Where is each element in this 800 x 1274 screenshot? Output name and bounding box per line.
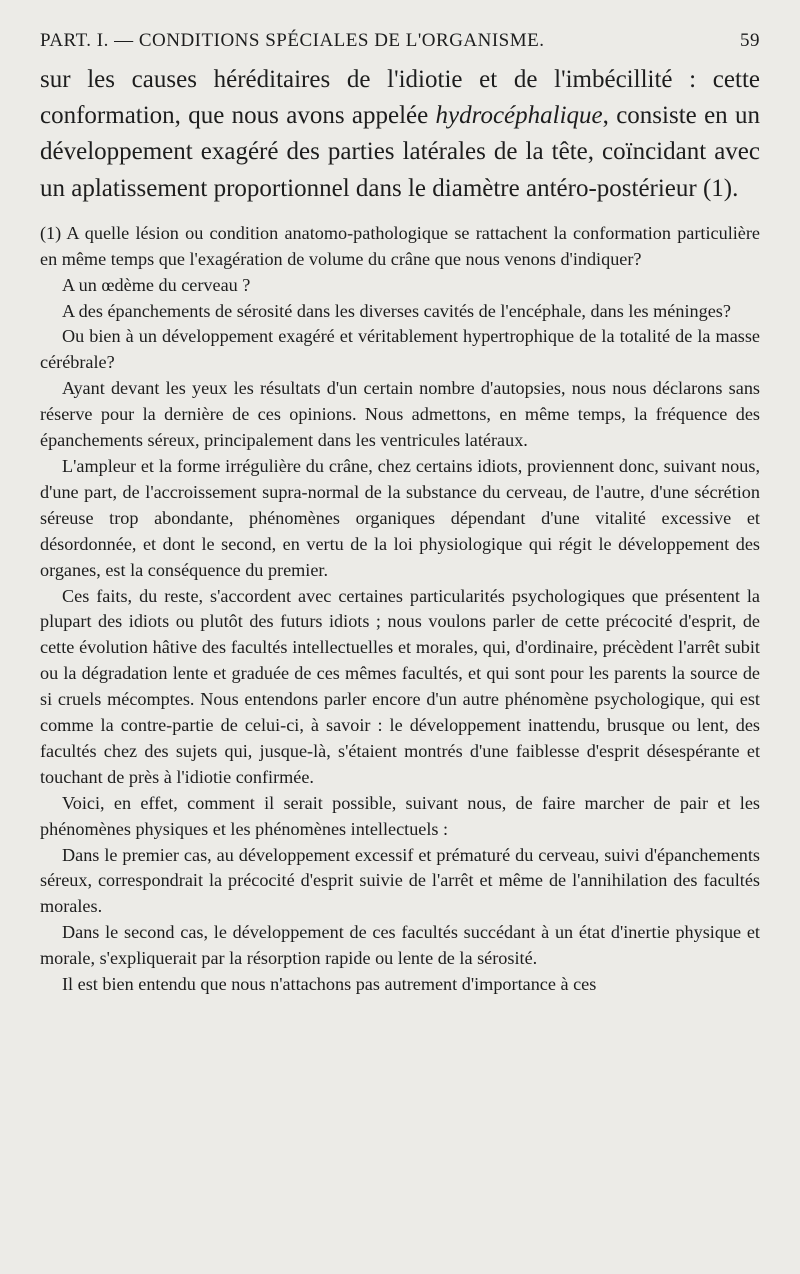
running-header <box>40 30 760 56</box>
footnote-paragraph: Ayant devant les yeux les résultats d'un certain nombre d'autopsies, nous nous déclarons sans réserve pour la dernière de ces opinions. Nous admettons, en même temps, la fréquence des épanchements séreux, principalement dans les ventricules latéraux. <box>40 378 760 451</box>
footnote-paragraph: Il est bien entendu que nous n'attachons pas autrement d'importance à ces <box>62 974 597 995</box>
footnote-paragraph: L'ampleur et la forme irrégulière du crâne, chez certains idiots, proviennent donc, suivant nous, d'une part, de l'accroissement supra-normal de la substance du cerveau, de l'autre, d'une sécrétion séreuse trop abondante, phénomènes organiques dépendant d'une vitalité excessive et désordonnée, et dont le second, en vertu de la loi physiologique qui régit le développement des organes, est la conséquence du premier. <box>40 455 760 580</box>
footnote-paragraph: Dans le second cas, le développement de ces facultés succédant à un état d'inertie physique et morale, s'expliquerait par la résorption rapide ou lente de la sérosité. <box>40 922 760 969</box>
footnote-paragraph: Voici, en effet, comment il serait possible, suivant nous, de faire marcher de pair et les phénomènes physiques et les phénomènes intellectuels : <box>40 792 760 839</box>
main-text-start: sur les causes héréditaires de l'idiotie et de l'imbécillité : cette conformation, que nous avons appelée <box>40 66 760 130</box>
footnote <box>40 221 760 998</box>
main-text-end: , consiste en un développement exagéré des parties latérales de la tête, coïncidant avec un aplatissement proportionnel dans le diamètre antéro-postérieur (1). <box>40 102 760 202</box>
footnote-paragraph: (1) A quelle lésion ou condition anatomo-pathologique se rattachent la conformation particulière en même temps que l'exagération de volume du crâne que nous venons d'indiquer? <box>40 222 760 269</box>
page-number: 59 <box>740 30 760 51</box>
footnote-paragraph: Ou bien à un développement exagéré et véritablement hypertrophique de la totalité de la masse cérébrale? <box>40 326 760 373</box>
footnote-paragraph: Ces faits, du reste, s'accordent avec certaines particularités psychologiques que présentent la plupart des idiots ou plutôt des futurs idiots ; nous voulons parler de cette précocité d'esprit, de cette évolution hâtive des facultés intellectuelles et morales, qui, d'ordinaire, précèdent l'arrêt subit ou la dégradation lente et graduée de ces mêmes facultés, et qui sont pour les parents la source de si cruels mécomptes. Nous entendons parler encore d'un autre phénomène psychologique, qui est comme la contre-partie de celui-ci, à savoir : le développement inattendu, brusque ou lent, des facultés chez des sujets qui, jusque-là, s'étaient montrés d'une faiblesse d'esprit désespérante et touchant de près à l'idiotie confirmée. <box>40 585 760 787</box>
main-text-paragraph <box>40 62 760 207</box>
book-page <box>40 30 760 998</box>
italic-term: hydrocéphalique <box>435 102 603 130</box>
footnote-paragraph: Dans le premier cas, au développement excessif et prématuré du cerveau, suivi d'épanchements séreux, correspondrait la précocité d'esprit suivie de l'arrêt et même de l'annihilation des facultés morales. <box>40 844 760 917</box>
running-title: PART. I. — CONDITIONS SPÉCIALES DE L'ORGANISME. <box>40 30 545 51</box>
footnote-paragraph: A des épanchements de sérosité dans les diverses cavités de l'encéphale, dans les méninges? <box>62 300 731 321</box>
footnote-paragraph: A un œdème du cerveau ? <box>62 274 251 295</box>
